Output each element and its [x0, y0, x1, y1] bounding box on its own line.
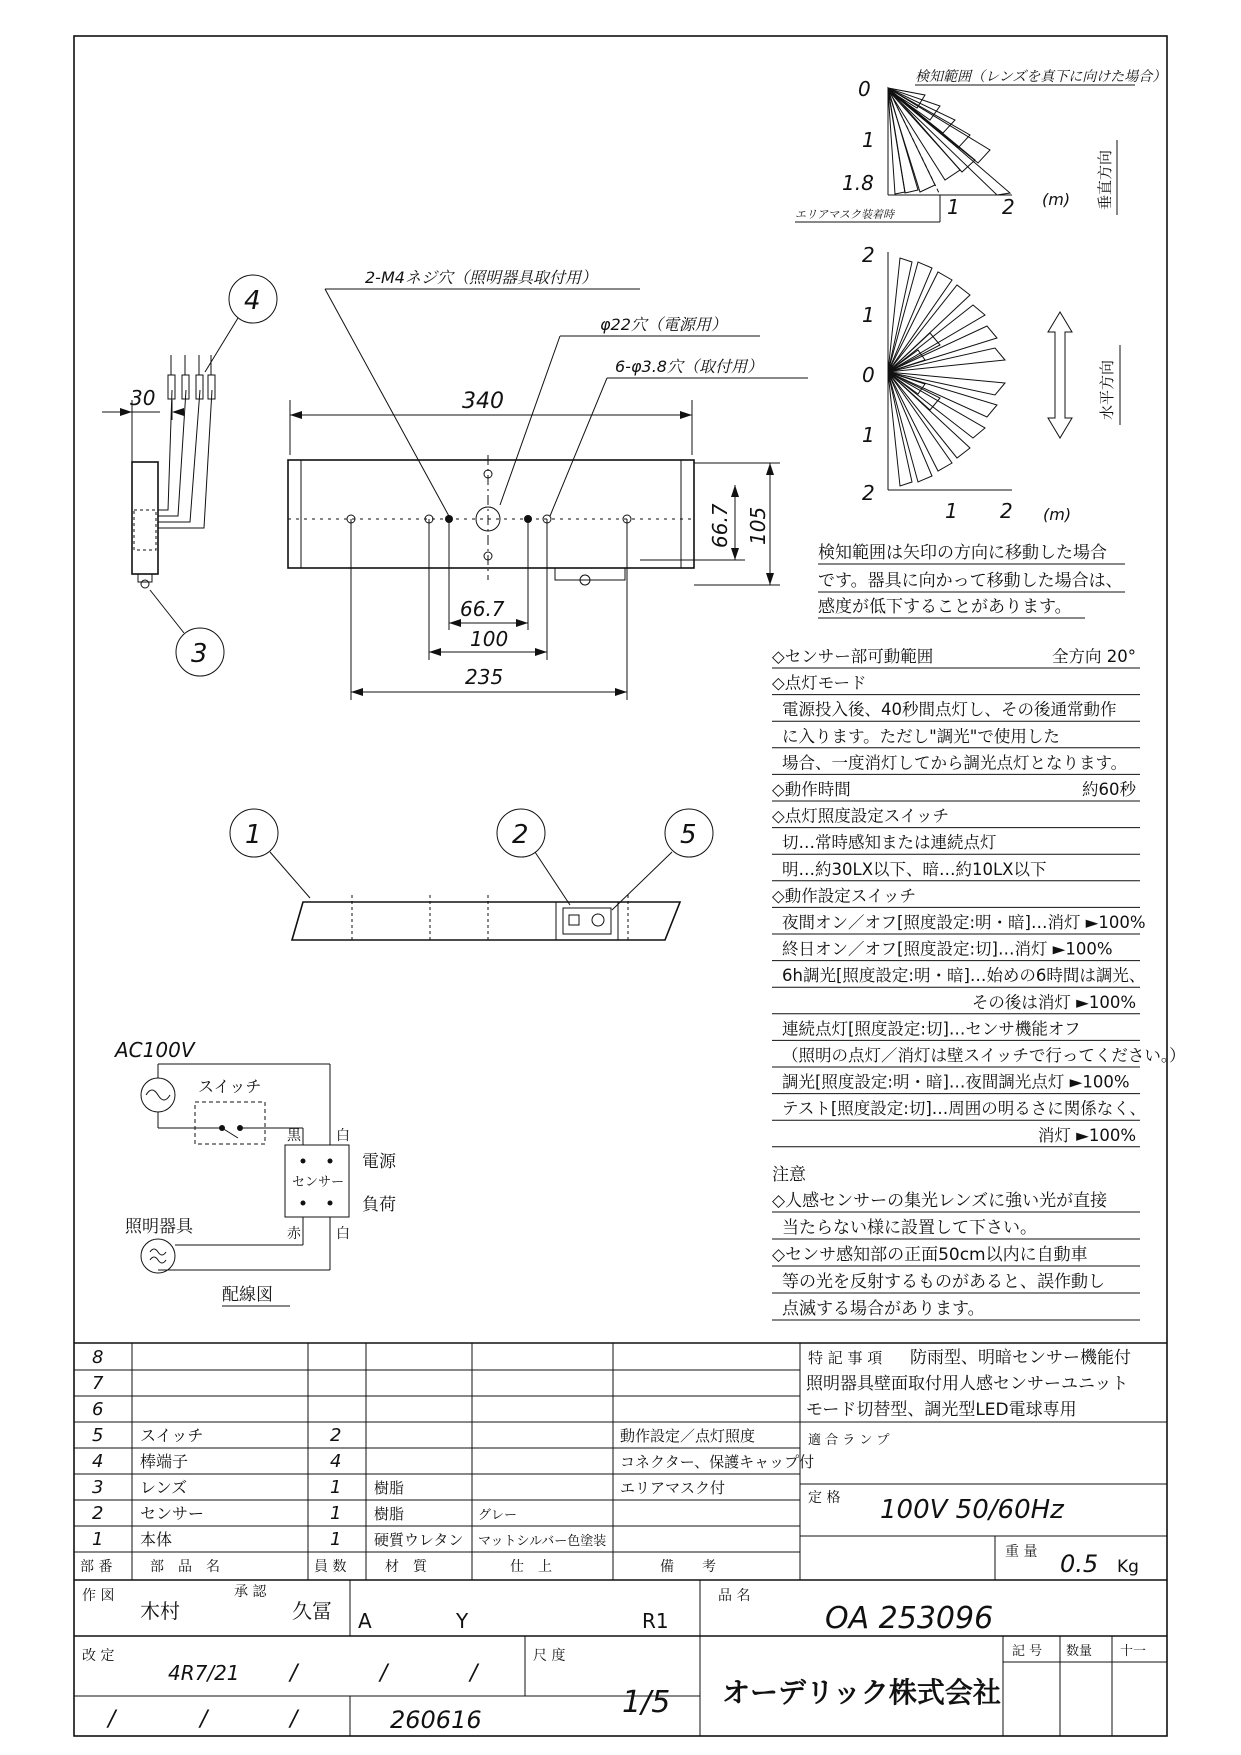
parts-cell-material: 樹脂: [374, 1505, 405, 1523]
dim-66-7-vertical: 66.7: [708, 503, 732, 548]
parts-cell-note: 動作設定／点灯照度: [620, 1427, 756, 1445]
wiring-diagram: [113, 1038, 397, 1306]
revision-label: 改 定: [82, 1648, 115, 1664]
spec-line-5: 場合、一度消灯してから調光点灯となります。: [782, 753, 1128, 773]
spec-line-12: 終日オン／オフ[照度設定:切]…消灯 ►100%: [782, 939, 1113, 959]
spec-line-2: ◇点灯モード: [772, 673, 867, 693]
top-x-label-1: 1: [947, 195, 960, 219]
parts-cell-no: 2: [92, 1503, 104, 1524]
weight-label: 重 量: [1005, 1544, 1038, 1560]
caution-line-3: ◇センサ感知部の正面50cm以内に自動車: [772, 1245, 1088, 1265]
scale-value: 1/5: [622, 1685, 671, 1720]
spec-line-8: 切…常時感知または連続点灯: [782, 833, 997, 853]
product-number: OA 253096: [825, 1601, 994, 1636]
spec-line-10: ◇動作設定スイッチ: [772, 886, 917, 906]
parts-cell-name: 本体: [140, 1530, 173, 1549]
parts-cell-qty: 1: [330, 1477, 342, 1498]
horizontal-direction-label: 水平方向: [1098, 359, 1116, 420]
horiz-y-label-4: 2: [862, 481, 875, 505]
extra-label: 十一: [1120, 1644, 1147, 1659]
lamp-label: 適 合 ラ ン プ: [808, 1433, 890, 1448]
spec-right-6: 約60秒: [1082, 780, 1136, 799]
callout-3: 3: [191, 639, 208, 669]
special-line-2: 照明器具壁面取付用人感センサーユニット: [806, 1374, 1129, 1394]
dim-340: 340: [462, 389, 504, 414]
drawn-value: 木村: [140, 1599, 180, 1623]
area-mask-label: エリアマスク装着時: [795, 208, 894, 221]
code-a: A: [358, 1609, 372, 1633]
wiring-sensor-label: センサー: [292, 1175, 345, 1190]
parts-cell-qty: 4: [330, 1451, 342, 1472]
parts-cell-no: 3: [92, 1477, 104, 1498]
spec-right-19: 消灯 ►100%: [1037, 1125, 1136, 1145]
hole38-label: 6-φ3.8穴（取付用）: [615, 357, 763, 376]
cautions: [772, 1165, 1140, 1320]
code-y: Y: [456, 1609, 469, 1633]
wiring-fixture-label: 照明器具: [125, 1217, 193, 1237]
parts-cell-finish: マットシルバー色塗装: [478, 1534, 607, 1549]
top-unit: (m): [1042, 190, 1071, 209]
dim-100: 100: [470, 627, 509, 651]
spec-line-1: ◇センサー部可動範囲: [772, 647, 934, 666]
callout-2: 2: [512, 820, 529, 850]
detection-note-line-3: 感度が低下することがあります。: [818, 597, 1072, 617]
spec-line-3: 電源投入後、40秒間点灯し、その後通常動作: [782, 700, 1117, 720]
parts-cell-finish: グレー: [478, 1508, 518, 1523]
special-line-3: モード切替型、調光型LED電球専用: [806, 1400, 1077, 1420]
dim-30: 30: [130, 386, 156, 410]
dim-105: 105: [746, 506, 770, 545]
wire-white1-label: 白: [336, 1128, 350, 1144]
top-y-label-0: 0: [858, 77, 871, 101]
drawn-label: 作 図: [82, 1588, 115, 1604]
rating-label: 定 格: [808, 1490, 841, 1506]
caution-line-4: 等の光を反射するものがあると、誤作動し: [782, 1272, 1105, 1292]
spec-line-17: 調光[照度設定:明・暗]…夜間調光点灯 ►100%: [782, 1072, 1130, 1092]
wire-red-label: 赤: [287, 1226, 301, 1242]
weight-value: 0.5: [1060, 1550, 1099, 1578]
wiring-switch-label: スイッチ: [198, 1077, 262, 1096]
parts-cell-no: 1: [92, 1529, 104, 1550]
spec-line-18: テスト[照度設定:切]…周囲の明るさに関係なく、: [782, 1099, 1146, 1119]
lamp-icon: [141, 1239, 175, 1273]
revision-slash-1: /: [290, 1661, 298, 1686]
horiz-x-label-1: 1: [945, 499, 958, 523]
code-r1: R1: [642, 1609, 669, 1633]
revision-slash-2: /: [380, 1661, 388, 1686]
revision-slash-3: /: [470, 1661, 478, 1686]
spec-right-14: その後は消灯 ►100%: [971, 992, 1136, 1012]
detection-note: [818, 543, 1125, 618]
detection-top-title: 検知範囲（レンズを真下に向けた場合）: [915, 69, 1167, 85]
spec-line-13: 6h調光[照度設定:明・暗]…始めの6時間は調光、: [782, 966, 1146, 986]
dim-66-7-horizontal: 66.7: [460, 597, 505, 621]
revision-slash-4: /: [108, 1707, 116, 1732]
spec-line-11: 夜間オン／オフ[照度設定:明・暗]…消灯 ►100%: [782, 913, 1146, 932]
parts-table: [80, 1347, 814, 1575]
parts-cell-no: 4: [92, 1451, 104, 1472]
callout-5: 5: [680, 820, 697, 850]
spec-line-16: （照明の点灯／消灯は壁スイッチで行ってください。）: [782, 1046, 1186, 1065]
wire-white2-label: 白: [336, 1226, 350, 1242]
parts-cell-material: 樹脂: [374, 1479, 405, 1497]
top-x-label-2: 2: [1002, 195, 1015, 219]
parts-header-material: 材 質: [385, 1559, 427, 1575]
detection-horizontal-diagram: [862, 243, 1120, 524]
front-view: [102, 268, 808, 700]
approved-value: 久冨: [292, 1599, 332, 1623]
revision-slash-6: /: [290, 1707, 298, 1732]
detection-top-diagram: [795, 69, 1166, 222]
callout-4: 4: [244, 286, 261, 316]
horiz-y-label-2: 0: [862, 363, 875, 387]
special-label: 特 記 事 項: [808, 1349, 883, 1367]
caution-line-1: ◇人感センサーの集光レンズに強い光が直接: [772, 1191, 1108, 1211]
parts-cell-note: エリアマスク付: [620, 1479, 726, 1497]
wiring-load-label: 負荷: [362, 1195, 396, 1215]
horiz-x-label-2: 2: [1000, 499, 1013, 523]
parts-cell-name: センサー: [140, 1504, 205, 1523]
horiz-y-label-1: 1: [862, 303, 875, 327]
spec-line-4: に入ります。ただし"調光"で使用した: [782, 726, 1060, 746]
parts-header-qty: 員 数: [314, 1559, 347, 1575]
top-y-label-2: 1.8: [842, 171, 874, 195]
parts-header-finish: 仕 上: [510, 1559, 552, 1575]
spec-right-1: 全方向 20°: [1052, 647, 1136, 666]
parts-cell-material: 硬質ウレタン: [374, 1531, 464, 1549]
approved-label: 承 認: [234, 1584, 267, 1600]
rating-value: 100V 50/60Hz: [880, 1495, 1064, 1525]
parts-cell-no: 5: [92, 1425, 104, 1446]
date-value: 260616: [390, 1706, 482, 1734]
parts-cell-note: コネクター、保護キャップ付: [620, 1453, 815, 1471]
name-label: 品 名: [718, 1588, 751, 1604]
company-name: オーデリック株式会社: [722, 1676, 1001, 1709]
parts-cell-no: 6: [92, 1399, 104, 1420]
parts-cell-qty: 1: [330, 1529, 342, 1550]
vertical-direction-label: 垂直方向: [1096, 149, 1114, 210]
wiring-ac-label: AC100V: [115, 1038, 195, 1062]
weight-unit: Kg: [1117, 1557, 1139, 1577]
caution-title: 注意: [772, 1165, 806, 1185]
top-y-label-1: 1: [862, 128, 875, 152]
horiz-unit: (m): [1043, 505, 1072, 524]
double-arrow-icon: [1048, 312, 1072, 438]
title-block-text: [82, 1348, 1146, 1734]
spec-line-9: 明…約30LX以下、暗…約10LX以下: [782, 859, 1047, 879]
revision-slash-5: /: [200, 1707, 208, 1732]
hole22-label: φ22穴（電源用）: [600, 315, 727, 334]
wire-black-label: 黒: [287, 1128, 301, 1144]
parts-cell-no: 8: [92, 1347, 104, 1368]
wiring-power-label: 電源: [362, 1152, 396, 1172]
spec-line-7: ◇点灯照度設定スイッチ: [772, 806, 950, 826]
parts-cell-name: レンズ: [140, 1478, 188, 1497]
caution-line-2: 当たらない様に設置して下さい。: [782, 1218, 1037, 1238]
horiz-y-label-0: 2: [862, 243, 875, 267]
special-line-1: 防雨型、明暗センサー機能付: [910, 1348, 1131, 1368]
detection-note-line-1: 検知範囲は矢印の方向に移動した場合: [818, 543, 1107, 563]
detection-note-line-2: です。器具に向かって移動した場合は、: [818, 571, 1123, 591]
caution-line-5: 点滅する場合があります。: [782, 1299, 985, 1319]
wiring-caption: 配線図: [222, 1285, 273, 1305]
revision-value: 4R7/21: [168, 1661, 240, 1685]
parts-header-note: 備 考: [660, 1559, 716, 1575]
dim-235: 235: [465, 665, 504, 689]
spec-line-6: ◇動作時間: [772, 780, 851, 799]
callout-1: 1: [245, 820, 262, 850]
specs-list: [772, 647, 1186, 1147]
parts-cell-name: 棒端子: [140, 1452, 189, 1471]
parts-header-no: 部 番: [80, 1559, 113, 1575]
spec-line-15: 連続点灯[照度設定:切]…センサ機能オフ: [782, 1019, 1081, 1039]
parts-header-name: 部 品 名: [150, 1559, 220, 1575]
parts-cell-no: 7: [92, 1373, 104, 1394]
bottom-view: [230, 809, 713, 940]
m4-screw-label: 2-M4ネジ穴（照明器具取付用）: [365, 268, 597, 287]
parts-cell-qty: 1: [330, 1503, 342, 1524]
qty-label: 数量: [1066, 1644, 1093, 1659]
symbol-label: 記 号: [1012, 1644, 1043, 1659]
scale-label: 尺 度: [533, 1648, 566, 1664]
horiz-y-label-3: 1: [862, 423, 875, 447]
parts-cell-name: スイッチ: [140, 1426, 204, 1445]
parts-cell-qty: 2: [330, 1425, 342, 1446]
